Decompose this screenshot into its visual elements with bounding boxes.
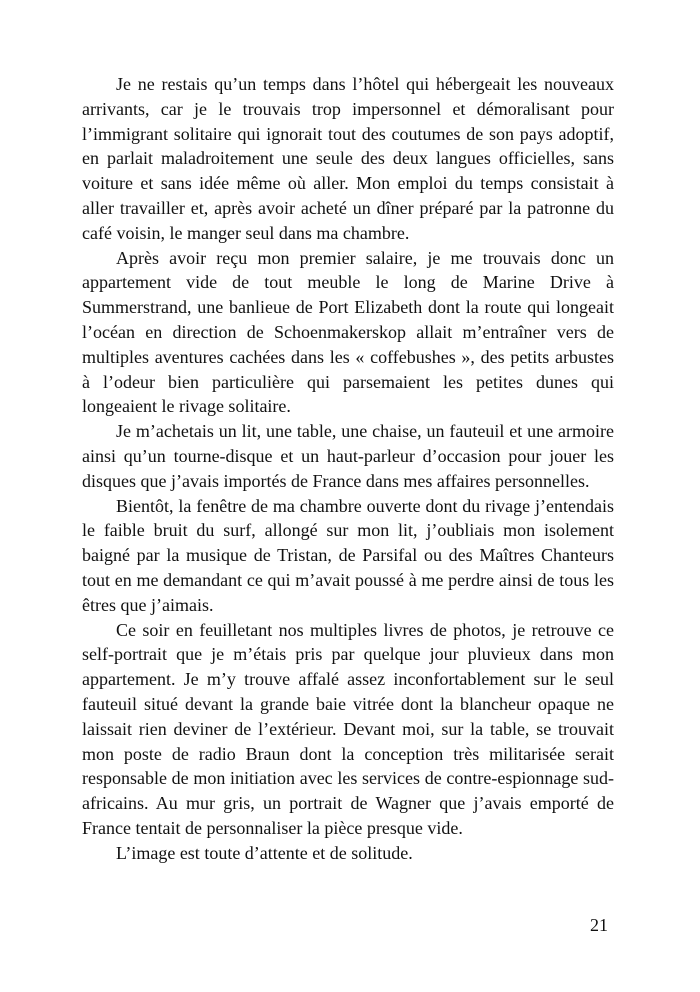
paragraph-4: Bientôt, la fenêtre de ma chambre ouverte dont du rivage j’entendais le faible bruit du surf, allongé sur mon lit, j’oubliais mon isolement baigné par la musique de Tristan, de Parsifal ou des Maîtres Chanteurs tout en me demandant ce qui m’avait poussé à me perdre ainsi de tous les êtres que j’aimais. xyxy=(82,495,614,615)
paragraph-1: Je ne restais qu’un temps dans l’hôtel qui hébergeait les nouveaux arrivants, car je le trouvais trop impersonnel et démoralisant pour l’immigrant solitaire qui ignorait tout des coutumes de son pays adoptif, en parlait maladroitement une seule des deux langues officielles, sans voiture et sans idée même où aller. Mon emploi du temps consistait à aller travailler et, après avoir acheté un dîner préparé par la patronne du café voisin, le manger seul dans ma chambre. xyxy=(82,74,614,243)
body-text xyxy=(82,72,614,866)
paragraph-2: Après avoir reçu mon premier salaire, je me trouvais donc un appartement vide de tout meuble le long de Marine Drive à Summerstrand, une banlieue de Port Elizabeth dont la route qui longeait l’océan en direction de Schoenmakerskop allait m’entraîner vers de multiples aventures cachées dans les « coffebushes », des petits arbustes à l’odeur bien particulière qui parsemaient les petites dunes qui longeaient le rivage solitaire. xyxy=(82,247,614,417)
page-number: 21 xyxy=(590,915,608,935)
paragraph-6: L’image est toute d’attente et de solitude. xyxy=(116,842,413,863)
paragraph-5: Ce soir en feuilletant nos multiples livres de photos, je retrouve ce self-portrait que je m’étais pris par quelque jour pluvieux dans mon appartement. Je m’y trouve affalé assez inconfortablement sur le seul fauteuil situé devant la grande baie vitrée dont la blancheur opaque ne laissait rien deviner de l’extérieur. Devant moi, sur la table, se trouvait mon poste de radio Braun dont la conception très militarisée serait responsable de mon initiation avec les services de contre-espionnage sud-africains. Au mur gris, un portrait de Wagner que j’avais emporté de France tentait de personnaliser la pièce presque vide. xyxy=(82,619,614,838)
paragraph-3: Je m’achetais un lit, une table, une chaise, un fauteuil et une armoire ainsi qu’un tourne-disque et un haut-parleur d’occasion pour jouer les disques que j’avais importés de France dans mes affaires personnelles. xyxy=(82,421,614,491)
